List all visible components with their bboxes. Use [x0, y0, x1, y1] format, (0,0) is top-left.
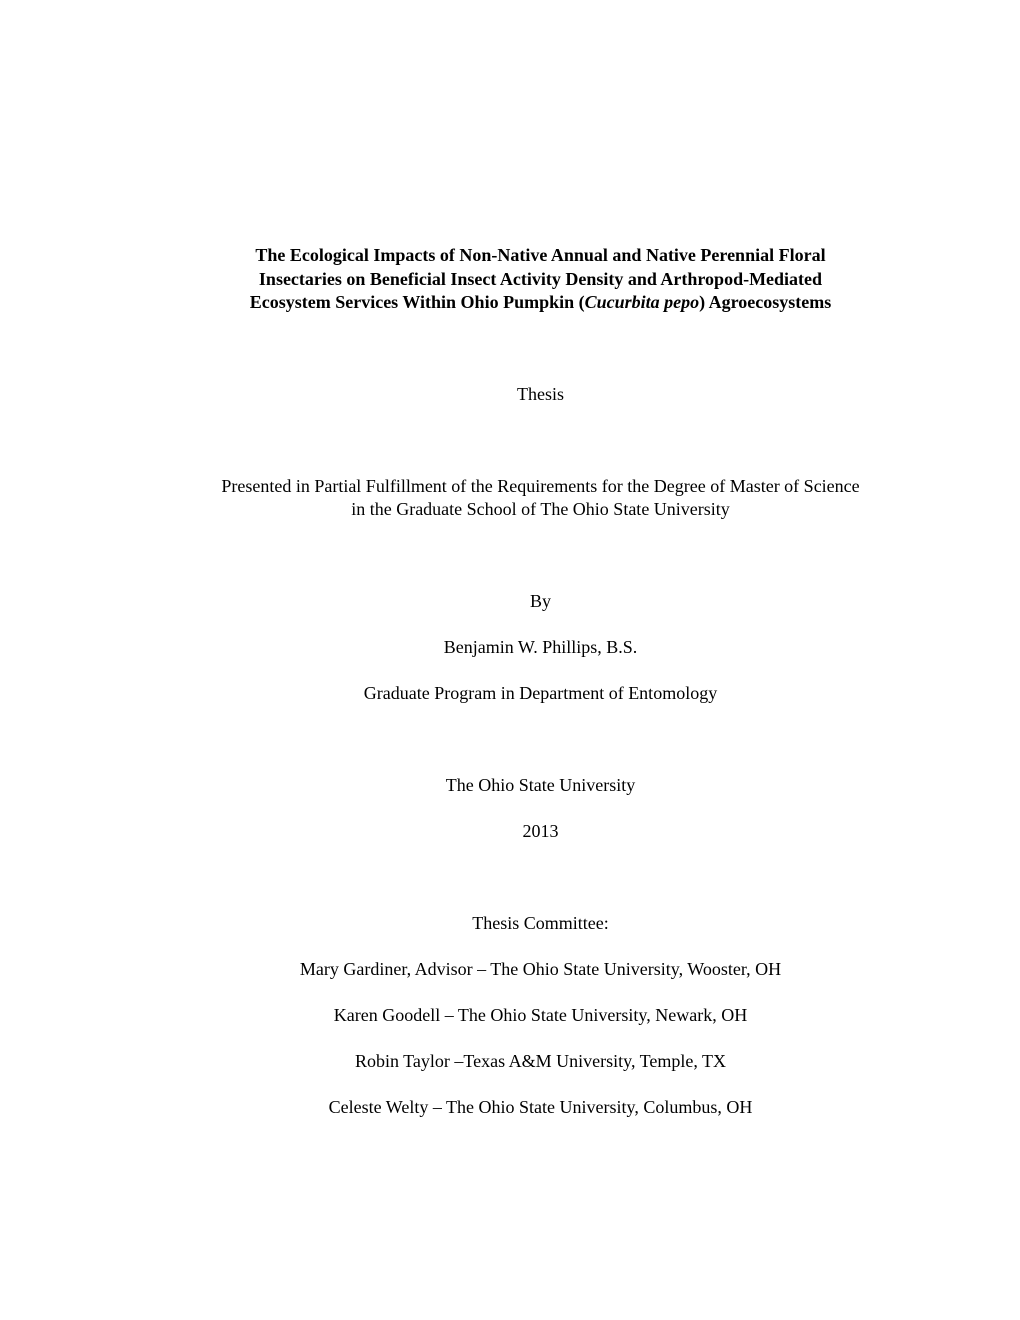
thesis-title-line-2: Insectaries on Beneficial Insect Activity Density and Arthropod-Mediated [258, 269, 823, 289]
committee-member: Robin Taylor –Texas A&M University, Temple, TX [354, 1051, 727, 1071]
by-label: By [529, 591, 551, 611]
committee-heading: Thesis Committee: [472, 913, 609, 933]
fulfillment-line-2: in the Graduate School of The Ohio State University [351, 499, 730, 519]
thesis-title-line-3 [0, 291, 1020, 313]
committee-member: Mary Gardiner, Advisor – The Ohio State University, Wooster, OH [299, 959, 782, 979]
title-line-3-prefix: Ecosystem Services Within Ohio Pumpkin ( [249, 292, 585, 312]
fulfillment-line-1: Presented in Partial Fulfillment of the Requirements for the Degree of Master of Science [221, 476, 860, 496]
committee-member: Celeste Welty – The Ohio State University, Columbus, OH [328, 1097, 753, 1117]
year: 2013 [522, 821, 559, 841]
species-name: Cucurbita pepo [584, 292, 700, 312]
thesis-title-line-1: The Ecological Impacts of Non-Native Annual and Native Perennial Floral [255, 245, 826, 265]
document-type: Thesis [517, 384, 564, 404]
committee-member: Karen Goodell – The Ohio State University, Newark, OH [333, 1005, 748, 1025]
title-line-3-suffix: ) Agroecosystems [699, 292, 832, 312]
author-name: Benjamin W. Phillips, B.S. [443, 637, 638, 657]
graduate-program: Graduate Program in Department of Entomology [363, 683, 718, 703]
university-name: The Ohio State University [445, 775, 636, 795]
